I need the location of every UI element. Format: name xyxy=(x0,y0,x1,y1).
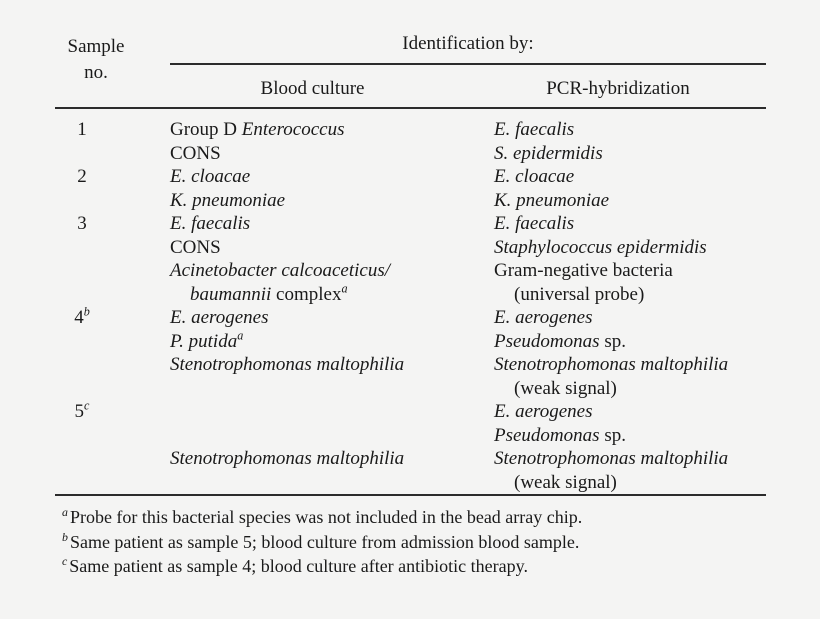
cell-pcr-hybridization xyxy=(494,212,794,236)
column-header-blood-culture: Blood culture xyxy=(260,78,365,99)
cell-sample-no xyxy=(36,118,128,142)
footnotes xyxy=(62,505,782,579)
blood-culture-species-name: Stenotrophomonas maltophilia xyxy=(170,448,405,469)
blood-culture-species-name: E. cloacae xyxy=(170,166,251,187)
pcr-species-name: E. aerogenes xyxy=(494,307,593,328)
pcr-species-name: E. faecalis xyxy=(494,119,575,140)
sample-no-value: 4 xyxy=(74,307,84,328)
cell-pcr-hybridization xyxy=(494,353,794,377)
table-row xyxy=(0,212,820,236)
column-header-pcr-hybridization: PCR-hybridization xyxy=(546,78,690,99)
cell-pcr-hybridization xyxy=(494,400,794,424)
cell-blood-culture xyxy=(170,142,470,166)
column-header-identification-by: Identification by: xyxy=(402,33,534,54)
table-row xyxy=(0,118,820,142)
blood-culture-species-name: K. pneumoniae xyxy=(170,189,286,211)
sample-no-footnote-marker: b xyxy=(83,304,90,319)
footnote xyxy=(62,505,782,530)
table-row xyxy=(0,330,820,354)
table-row xyxy=(0,236,820,260)
cell-blood-culture xyxy=(170,306,470,330)
blood-culture-footnote-marker: a xyxy=(341,281,348,296)
cell-pcr-hybridization xyxy=(494,118,794,142)
pcr-text-suffix: sp. xyxy=(599,424,626,446)
table-row xyxy=(0,471,820,495)
cell-pcr-hybridization xyxy=(494,283,814,307)
blood-culture-species-name: Enterococcus xyxy=(241,119,345,140)
pcr-species-name: Pseudomonas xyxy=(494,424,600,446)
pcr-species-name: E. cloacae xyxy=(494,166,575,187)
table-row xyxy=(0,353,820,377)
table-body xyxy=(0,118,820,494)
cell-blood-culture xyxy=(170,353,470,377)
sample-no-value: 3 xyxy=(77,213,87,234)
pcr-text-suffix: sp. xyxy=(599,330,626,352)
cell-sample-no xyxy=(36,306,128,330)
footnote-marker: c xyxy=(62,554,68,568)
sample-no-footnote-marker: c xyxy=(84,398,90,413)
table-row xyxy=(0,283,820,307)
sample-no-value: 2 xyxy=(77,166,87,187)
footnote-text: Probe for this bacterial species was not included in the bead array chip. xyxy=(69,507,583,527)
footnote xyxy=(62,554,782,579)
cell-pcr-hybridization xyxy=(494,306,794,330)
footnote-marker: b xyxy=(62,529,68,544)
sample-no-value: 5 xyxy=(74,401,85,422)
sample-no-value: 1 xyxy=(77,119,87,140)
cell-pcr-hybridization xyxy=(494,330,794,354)
pcr-species-name: S. epidermidis xyxy=(494,142,603,164)
cell-blood-culture xyxy=(170,189,470,213)
table-row xyxy=(0,424,820,448)
cell-pcr-hybridization xyxy=(494,471,814,495)
cell-blood-culture xyxy=(170,330,470,354)
pcr-text-roman: (weak signal) xyxy=(514,471,617,493)
cell-blood-culture xyxy=(170,165,470,189)
blood-culture-footnote-marker: a xyxy=(237,328,244,343)
pcr-species-name: Stenotrophomonas maltophilia xyxy=(494,448,729,469)
cell-pcr-hybridization xyxy=(494,165,794,189)
table-row xyxy=(0,400,820,424)
table-row xyxy=(0,165,820,189)
cell-sample-no xyxy=(36,165,128,189)
blood-culture-species-name: Acinetobacter calcoaceticus/ xyxy=(170,260,390,281)
blood-culture-text-roman: CONS xyxy=(170,236,221,258)
pcr-species-name: E. aerogenes xyxy=(494,401,593,422)
cell-blood-culture xyxy=(170,259,470,283)
table-row xyxy=(0,377,820,401)
blood-culture-species-name: E. aerogenes xyxy=(170,307,269,328)
pcr-text-roman: (weak signal) xyxy=(514,377,617,399)
pcr-text-roman: (universal probe) xyxy=(514,283,645,305)
blood-culture-species-name: E. faecalis xyxy=(170,213,251,234)
blood-culture-text-roman: Group D xyxy=(170,119,242,140)
cell-pcr-hybridization xyxy=(494,377,814,401)
cell-pcr-hybridization xyxy=(494,447,794,471)
table-row xyxy=(0,189,820,213)
pcr-species-name: Stenotrophomonas maltophilia xyxy=(494,354,729,375)
cell-pcr-hybridization xyxy=(494,259,794,283)
header-bottom-rule xyxy=(55,107,766,109)
table-row xyxy=(0,306,820,330)
sample-no-line-1: Sample xyxy=(67,36,125,57)
footnote-text: Same patient as sample 4; blood culture after antibiotic therapy. xyxy=(69,556,528,576)
cell-sample-no xyxy=(36,212,128,236)
cell-blood-culture xyxy=(170,283,490,307)
pcr-text-roman: Gram-negative bacteria xyxy=(494,260,673,281)
sample-no-line-2: no. xyxy=(84,62,108,83)
pcr-species-name: Staphylococcus epidermidis xyxy=(494,236,707,258)
cell-pcr-hybridization xyxy=(494,142,794,166)
pcr-species-name: Pseudomonas xyxy=(494,330,600,352)
table-row xyxy=(0,142,820,166)
pcr-species-name: K. pneumoniae xyxy=(494,189,610,211)
table-row xyxy=(0,259,820,283)
blood-culture-species-name: Stenotrophomonas maltophilia xyxy=(170,354,405,375)
footnote-text: Same patient as sample 5; blood culture from admission blood sample. xyxy=(69,531,580,552)
header-span-rule xyxy=(170,63,766,65)
blood-culture-species-name: P. putida xyxy=(170,330,238,352)
cell-blood-culture xyxy=(170,212,470,236)
cell-sample-no xyxy=(36,400,128,424)
body-bottom-rule xyxy=(55,494,766,496)
pcr-species-name: E. faecalis xyxy=(494,213,575,234)
cell-pcr-hybridization xyxy=(494,236,794,260)
blood-culture-text-suffix: complex xyxy=(271,283,342,305)
cell-blood-culture xyxy=(170,447,470,471)
footnote-marker: a xyxy=(62,505,68,519)
cell-pcr-hybridization xyxy=(494,189,794,213)
blood-culture-species-name: baumannii xyxy=(190,283,272,305)
cell-blood-culture xyxy=(170,236,470,260)
cell-pcr-hybridization xyxy=(494,424,794,448)
table-row xyxy=(0,447,820,471)
footnote xyxy=(62,530,782,555)
column-header-sample-no xyxy=(36,34,156,86)
cell-blood-culture xyxy=(170,118,470,142)
blood-culture-text-roman: CONS xyxy=(170,142,221,164)
